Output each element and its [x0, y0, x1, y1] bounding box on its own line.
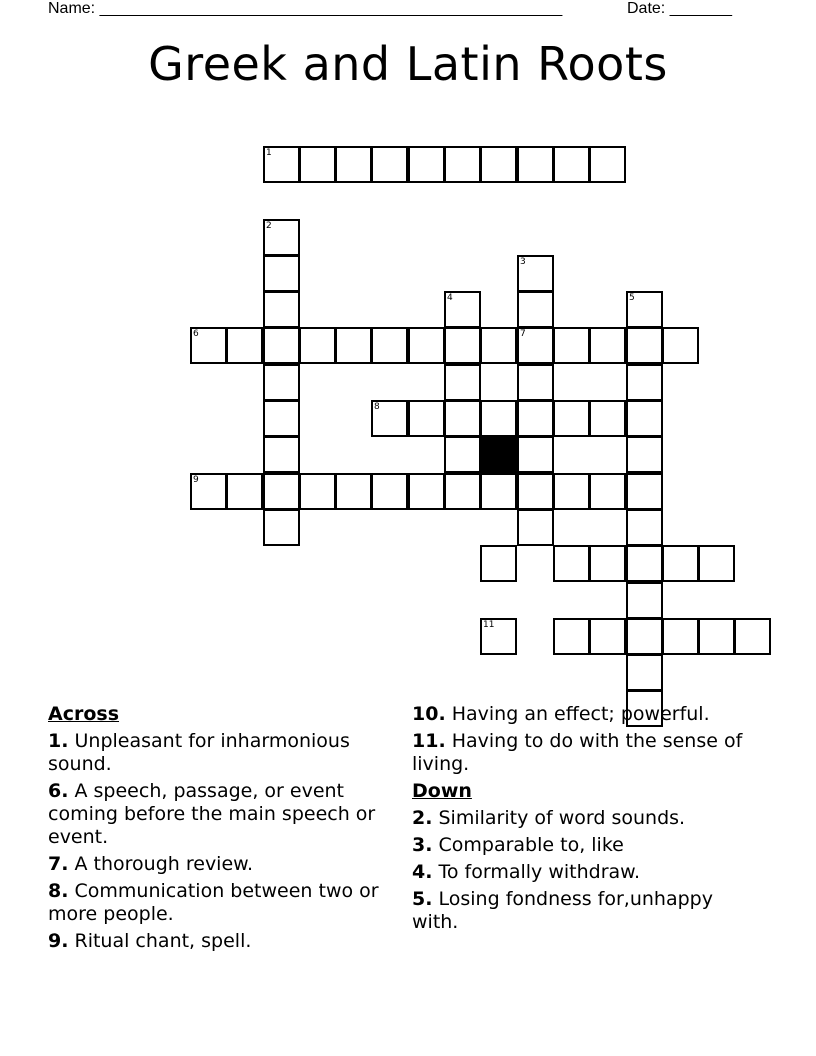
crossword-cell[interactable]: [517, 400, 554, 437]
crossword-cell[interactable]: [408, 473, 445, 510]
crossword-cell[interactable]: [626, 436, 663, 473]
crossword-cell[interactable]: [371, 327, 408, 364]
crossword-cell[interactable]: [371, 146, 408, 183]
clue-across-10: [412, 703, 764, 726]
date-field[interactable]: Date: _______: [627, 0, 732, 17]
crossword-cell[interactable]: [263, 509, 300, 546]
crossword-cell[interactable]: [517, 473, 554, 510]
clue-across-6: [48, 780, 393, 849]
clues-right-column: [412, 703, 764, 938]
crossword-cell[interactable]: [263, 327, 300, 364]
clue-text: Having an effect; powerful.: [451, 703, 710, 725]
clue-number-label: 2: [266, 221, 272, 231]
crossword-cell[interactable]: [480, 618, 517, 655]
clue-number: 2.: [412, 807, 433, 829]
clue-number-label: 3: [520, 257, 526, 267]
crossword-cell[interactable]: [190, 327, 227, 364]
clue-text: To formally withdraw.: [438, 861, 640, 883]
clue-number: 4.: [412, 861, 433, 883]
crossword-cell[interactable]: [626, 291, 663, 328]
page-title: Greek and Latin Roots: [148, 37, 668, 91]
crossword-cell[interactable]: [589, 618, 626, 655]
clue-number-label: 7: [520, 329, 526, 339]
crossword-cell[interactable]: [335, 146, 372, 183]
clue-text: A speech, passage, or event coming before the main speech or event.: [48, 780, 376, 848]
clue-across-1: [48, 730, 393, 776]
crossword-cell[interactable]: [662, 545, 699, 582]
crossword-cell[interactable]: [589, 146, 626, 183]
clue-number-label: 1: [266, 148, 272, 158]
clue-number-label: 11: [483, 620, 495, 630]
crossword-cell[interactable]: [371, 473, 408, 510]
crossword-cell[interactable]: [517, 509, 554, 546]
clue-number-label: 4: [447, 293, 453, 303]
crossword-cell[interactable]: [589, 545, 626, 582]
clues-left-column: [48, 703, 393, 957]
clue-across-11: [412, 730, 764, 776]
clue-across-8: [48, 880, 393, 926]
clue-number: 9.: [48, 930, 69, 952]
crossword-cell[interactable]: [371, 400, 408, 437]
crossword-cell[interactable]: [480, 545, 517, 582]
crossword-cell[interactable]: [444, 146, 481, 183]
crossword-cell[interactable]: [226, 473, 263, 510]
crossword-cell[interactable]: [263, 400, 300, 437]
clue-text: Ritual chant, spell.: [74, 930, 252, 952]
clue-down-2: [412, 807, 764, 830]
crossword-cell[interactable]: [480, 146, 517, 183]
clue-number: 10.: [412, 703, 446, 725]
crossword-cell[interactable]: [553, 327, 590, 364]
crossword-cell[interactable]: [299, 146, 336, 183]
crossword-cell[interactable]: [444, 364, 481, 401]
clue-number-label: 9: [193, 475, 199, 485]
crossword-cell[interactable]: [263, 436, 300, 473]
crossword-cell[interactable]: [626, 400, 663, 437]
crossword-cell[interactable]: [408, 400, 445, 437]
crossword-cell[interactable]: [335, 473, 372, 510]
crossword-cell[interactable]: [553, 400, 590, 437]
crossword-cell[interactable]: [263, 146, 300, 183]
crossword-cell[interactable]: [263, 291, 300, 328]
crossword-cell[interactable]: [517, 364, 554, 401]
clue-text: Having to do with the sense of living.: [412, 730, 743, 775]
crossword-cell[interactable]: [626, 364, 663, 401]
crossword-cell[interactable]: [263, 364, 300, 401]
crossword-cell[interactable]: [626, 509, 663, 546]
crossword-cell[interactable]: [408, 327, 445, 364]
crossword-cell[interactable]: [626, 654, 663, 691]
clue-text: Unpleasant for inharmonious sound.: [48, 730, 350, 775]
crossword-cell[interactable]: [553, 618, 590, 655]
crossword-cell[interactable]: [263, 219, 300, 256]
crossword-cell[interactable]: [444, 400, 481, 437]
clue-text: Similarity of word sounds.: [438, 807, 686, 829]
crossword-cell[interactable]: [626, 473, 663, 510]
crossword-cell[interactable]: [444, 291, 481, 328]
clue-down-4: [412, 861, 764, 884]
clue-number: 1.: [48, 730, 69, 752]
clue-down-5: [412, 888, 764, 934]
crossword-cell[interactable]: [444, 436, 481, 473]
crossword-cell[interactable]: [626, 618, 663, 655]
crossword-cell[interactable]: [517, 255, 554, 292]
crossword-cell[interactable]: [517, 436, 554, 473]
clue-number: 7.: [48, 853, 69, 875]
clue-number: 6.: [48, 780, 69, 802]
down-heading: Down: [412, 780, 472, 802]
clue-number-label: 5: [629, 293, 635, 303]
clue-across-7: [48, 853, 393, 876]
clue-text: Comparable to, like: [438, 834, 624, 856]
clue-text: Communication between two or more people.: [48, 880, 379, 925]
crossword-cell[interactable]: [589, 327, 626, 364]
crossword-cell[interactable]: [480, 327, 517, 364]
crossword-cell[interactable]: [517, 327, 554, 364]
clue-across-9: [48, 930, 393, 953]
clue-number-label: 6: [193, 329, 199, 339]
crossword-cell[interactable]: [626, 327, 663, 364]
crossword-cell[interactable]: [517, 291, 554, 328]
crossword-cell[interactable]: [444, 473, 481, 510]
crossword-cell[interactable]: [662, 618, 699, 655]
clue-down-3: [412, 834, 764, 857]
clue-text: Losing fondness for,unhappy with.: [412, 888, 713, 933]
crossword-cell[interactable]: [408, 146, 445, 183]
crossword-cell[interactable]: [698, 545, 735, 582]
crossword-cell[interactable]: [299, 327, 336, 364]
crossword-cell[interactable]: [226, 327, 263, 364]
crossword-cell[interactable]: [263, 473, 300, 510]
crossword-cell[interactable]: [553, 146, 590, 183]
clue-text: A thorough review.: [74, 853, 253, 875]
crossword-cell[interactable]: [553, 473, 590, 510]
clue-number: 3.: [412, 834, 433, 856]
clue-number-label: 8: [374, 402, 380, 412]
crossword-cell[interactable]: [299, 473, 336, 510]
black-cell: [480, 436, 517, 473]
crossword-cell[interactable]: [553, 545, 590, 582]
crossword-cell[interactable]: [626, 545, 663, 582]
across-heading: Across: [48, 703, 120, 725]
crossword-cell[interactable]: [698, 618, 735, 655]
crossword-cell[interactable]: [335, 327, 372, 364]
crossword-cell[interactable]: [662, 327, 699, 364]
crossword-cell[interactable]: [589, 400, 626, 437]
clue-number: 8.: [48, 880, 69, 902]
crossword-cell[interactable]: [734, 618, 771, 655]
clue-number: 5.: [412, 888, 433, 910]
clue-number: 11.: [412, 730, 446, 752]
crossword-cell[interactable]: [444, 327, 481, 364]
crossword-cell[interactable]: [626, 582, 663, 619]
crossword-cell[interactable]: [480, 400, 517, 437]
crossword-cell[interactable]: [517, 146, 554, 183]
name-field[interactable]: Name: ____________________________________________________: [48, 0, 563, 17]
crossword-cell[interactable]: [190, 473, 227, 510]
crossword-cell[interactable]: [589, 473, 626, 510]
crossword-cell[interactable]: [263, 255, 300, 292]
crossword-cell[interactable]: [480, 473, 517, 510]
